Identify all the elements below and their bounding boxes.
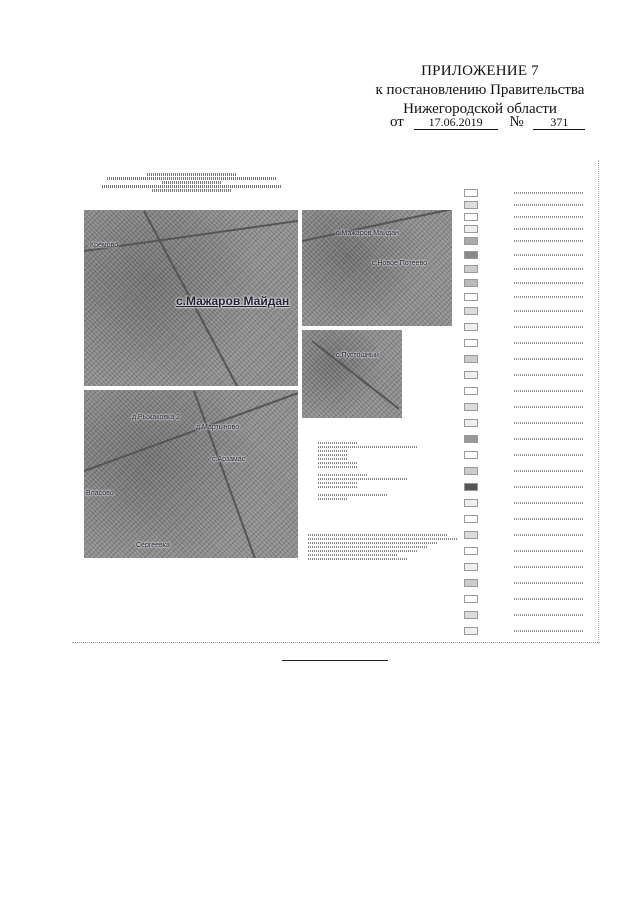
number-value: 371 — [533, 115, 585, 130]
footer-rule — [282, 660, 388, 661]
date-value: 17.06.2019 — [414, 115, 498, 130]
map-label: д.Мартыново — [196, 424, 240, 431]
footnotes — [308, 532, 458, 562]
date-number-line — [390, 114, 585, 131]
map-top-right — [302, 210, 452, 326]
map-label: Сергеевка — [136, 542, 170, 549]
number-prefix: № — [509, 114, 524, 130]
map-bottom-left — [84, 390, 298, 558]
map-sheet — [72, 160, 600, 644]
map-label-main: с.Мажаров Майдан — [176, 294, 290, 308]
resolution-line: к постановлению Правительства — [375, 82, 585, 98]
document-header — [360, 62, 600, 119]
map-main — [84, 210, 298, 386]
sheet-title-block — [102, 172, 282, 193]
map-label: Кремово — [90, 242, 119, 249]
sheet-bottom-border — [72, 642, 600, 643]
legend-notes — [318, 440, 428, 502]
map-label: с.Пустошный — [336, 352, 379, 359]
date-prefix: от — [390, 114, 404, 130]
map-label: Власово — [86, 490, 114, 497]
map-label: с.Новое Потеево — [372, 260, 427, 267]
map-label: д.Рыжаковка 2 — [132, 414, 181, 421]
sheet-right-border — [598, 160, 599, 644]
region-line: Нижегородской области — [403, 101, 557, 117]
appendix-title: ПРИЛОЖЕНИЕ 7 — [421, 63, 539, 79]
map-legend — [462, 188, 592, 640]
map-middle-right — [302, 330, 402, 418]
map-label: с.Мажаров Майдан — [336, 230, 399, 237]
map-label: с.Арзамас — [212, 456, 246, 463]
